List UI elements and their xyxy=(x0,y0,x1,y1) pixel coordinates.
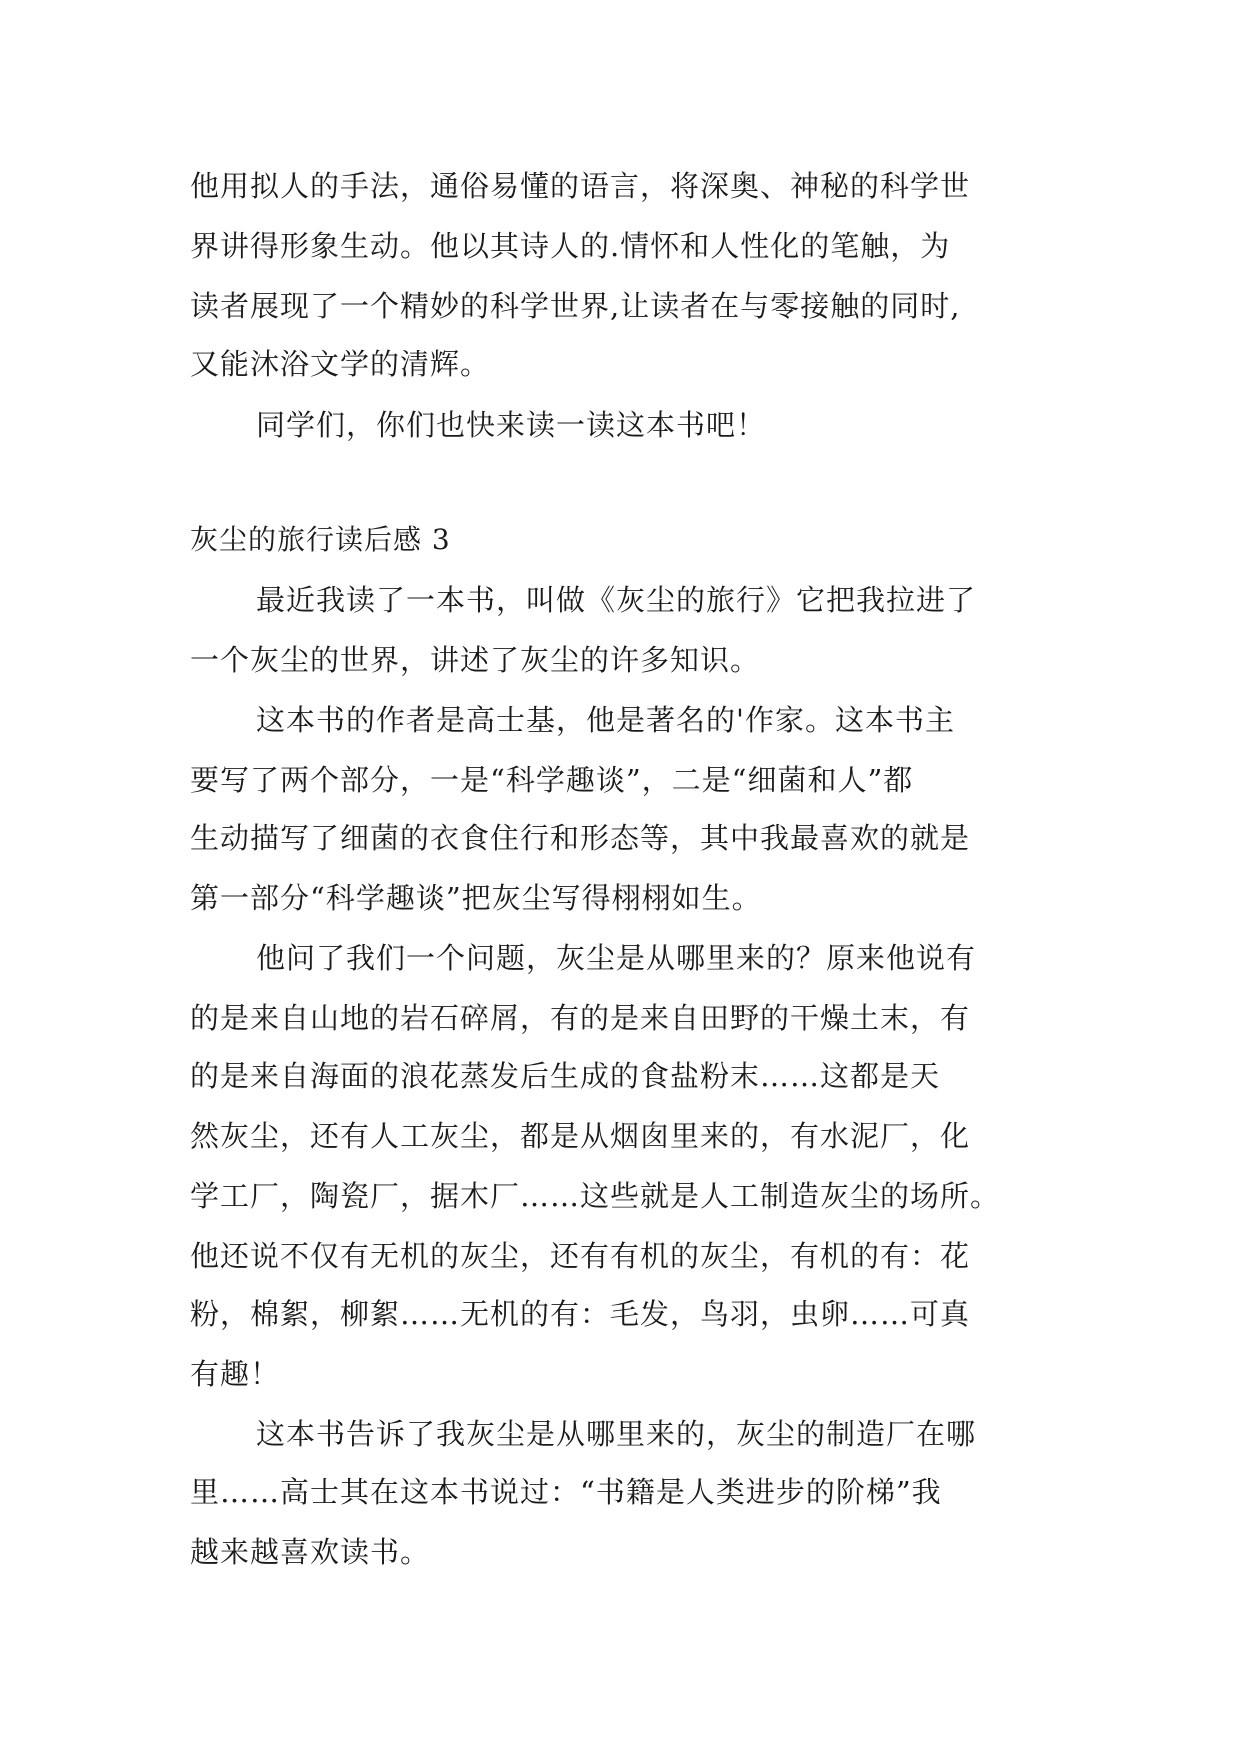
p3-line-3: 的是来自海面的浪花蒸发后生成的食盐粉末……这都是天 xyxy=(190,1059,941,1093)
p2-line-4: 第一部分“科学趣谈”把灰尘写得栩栩如生。 xyxy=(190,881,762,915)
p3-line-8: 有趣！ xyxy=(190,1357,281,1391)
intro-line-2: 界讲得形象生动。他以其诗人的.情怀和人性化的笔触，为 xyxy=(190,229,951,263)
section-title: 灰尘的旅行读后感 3 xyxy=(190,523,451,556)
p3-line-4: 然灰尘，还有人工灰尘，都是从烟囱里来的，有水泥厂，化 xyxy=(190,1119,971,1153)
closing-line: 同学们，你们也快来读一读这本书吧！ xyxy=(256,408,767,442)
p3-line-5: 学工厂，陶瓷厂，据木厂……这些就是人工制造灰尘的场所。 xyxy=(190,1179,1001,1213)
intro-line-4: 又能沐浴文学的清辉。 xyxy=(190,347,491,381)
p2-line-3: 生动描写了细菌的衣食住行和形态等，其中我最喜欢的就是 xyxy=(190,821,971,855)
p3-line-7: 粉，棉絮，柳絮……无机的有：毛发，鸟羽，虫卵……可真 xyxy=(190,1297,971,1331)
p3-line-6: 他还说不仅有无机的灰尘，还有有机的灰尘，有机的有：花 xyxy=(190,1239,971,1273)
p1-line-1: 最近我读了一本书，叫做《灰尘的旅行》它把我拉进了 xyxy=(256,583,977,617)
p1-line-2: 一个灰尘的世界，讲述了灰尘的许多知识。 xyxy=(190,643,761,677)
p2-line-1: 这本书的作者是高士基，他是著名的'作家。这本书主 xyxy=(256,703,955,737)
p3-line-2: 的是来自山地的岩石碎屑，有的是来自田野的干燥土末，有 xyxy=(190,1001,971,1035)
intro-line-1: 他用拟人的手法，通俗易懂的语言，将深奥、神秘的科学世 xyxy=(190,169,971,203)
p2-line-2: 要写了两个部分，一是“科学趣谈”，二是“细菌和人”都 xyxy=(190,763,914,797)
p3-line-1: 他问了我们一个问题，灰尘是从哪里来的？原来他说有 xyxy=(256,941,977,975)
intro-line-3: 读者展现了一个精妙的科学世界,让读者在与零接触的同时, xyxy=(190,289,961,323)
p4-line-3: 越来越喜欢读书。 xyxy=(190,1535,431,1569)
p4-line-1: 这本书告诉了我灰尘是从哪里来的，灰尘的制造厂在哪 xyxy=(256,1417,977,1451)
p4-line-2: 里……高士其在这本书说过：“书籍是人类进步的阶梯”我 xyxy=(190,1475,942,1509)
